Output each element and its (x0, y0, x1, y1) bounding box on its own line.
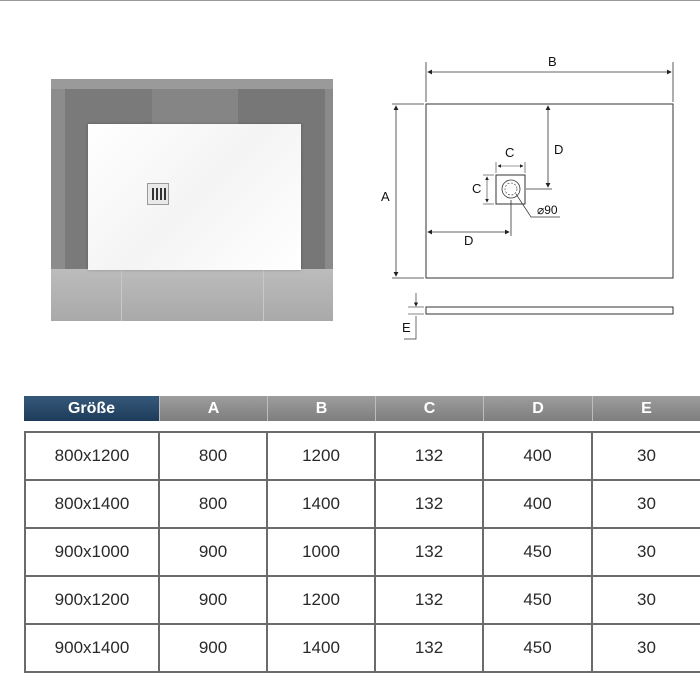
cell-e: 30 (637, 590, 656, 609)
dimension-b-label: B (548, 54, 557, 69)
top-divider (0, 0, 700, 1)
cell-b: 1200 (268, 433, 376, 479)
floor (51, 269, 333, 321)
cell-size: 900x1400 (24, 625, 160, 671)
cell-c: 132 (376, 481, 484, 527)
dimension-a-label: A (381, 189, 390, 204)
cell-a: 900 (160, 529, 268, 575)
table-row (24, 625, 700, 673)
cell-b: 1400 (268, 625, 376, 671)
cell-d: 400 (484, 433, 593, 479)
cell-e: 30 (637, 638, 656, 657)
header-size: Größe (24, 396, 160, 421)
table-row (24, 433, 700, 481)
cell-c: 132 (376, 577, 484, 623)
cell-b: 1200 (268, 577, 376, 623)
header-c: C (376, 396, 484, 421)
size-table (24, 431, 700, 677)
cell-c: 132 (376, 529, 484, 575)
dimension-drawing (380, 50, 700, 350)
cell-size: 800x1400 (24, 481, 160, 527)
header-e: E (593, 396, 700, 421)
header-d: D (484, 396, 593, 421)
dimension-d-bottom-label: D (464, 233, 474, 248)
cell-e: 30 (637, 542, 656, 561)
table-row (24, 529, 700, 577)
cell-size: 800x1200 (24, 433, 160, 479)
product-photo (51, 79, 333, 321)
dimension-diagram (380, 50, 700, 350)
dimension-c-left-label: C (472, 181, 482, 196)
dimension-e-label: E (402, 320, 411, 335)
cell-d: 450 (484, 577, 593, 623)
cell-e: 30 (637, 494, 656, 513)
header-a: A (160, 396, 268, 421)
cell-a: 900 (160, 625, 268, 671)
shower-tray (88, 124, 301, 270)
drain-diameter-label: ⌀90 (537, 203, 558, 217)
dimension-c-top-label: C (505, 145, 515, 160)
dimension-d-right-label: D (554, 142, 564, 157)
cell-b: 1400 (268, 481, 376, 527)
size-table-header (24, 396, 700, 421)
cell-e: 30 (637, 446, 656, 465)
cell-size: 900x1200 (24, 577, 160, 623)
cell-c: 132 (376, 625, 484, 671)
table-row (24, 577, 700, 625)
cell-a: 800 (160, 481, 268, 527)
cell-c: 132 (376, 433, 484, 479)
cell-d: 450 (484, 625, 593, 671)
drain-grate-icon (147, 183, 169, 205)
table-row (24, 481, 700, 529)
cell-d: 450 (484, 529, 593, 575)
cell-a: 900 (160, 577, 268, 623)
cell-d: 400 (484, 481, 593, 527)
cell-b: 1000 (268, 529, 376, 575)
cell-size: 900x1000 (24, 529, 160, 575)
cell-a: 800 (160, 433, 268, 479)
header-b: B (268, 396, 376, 421)
